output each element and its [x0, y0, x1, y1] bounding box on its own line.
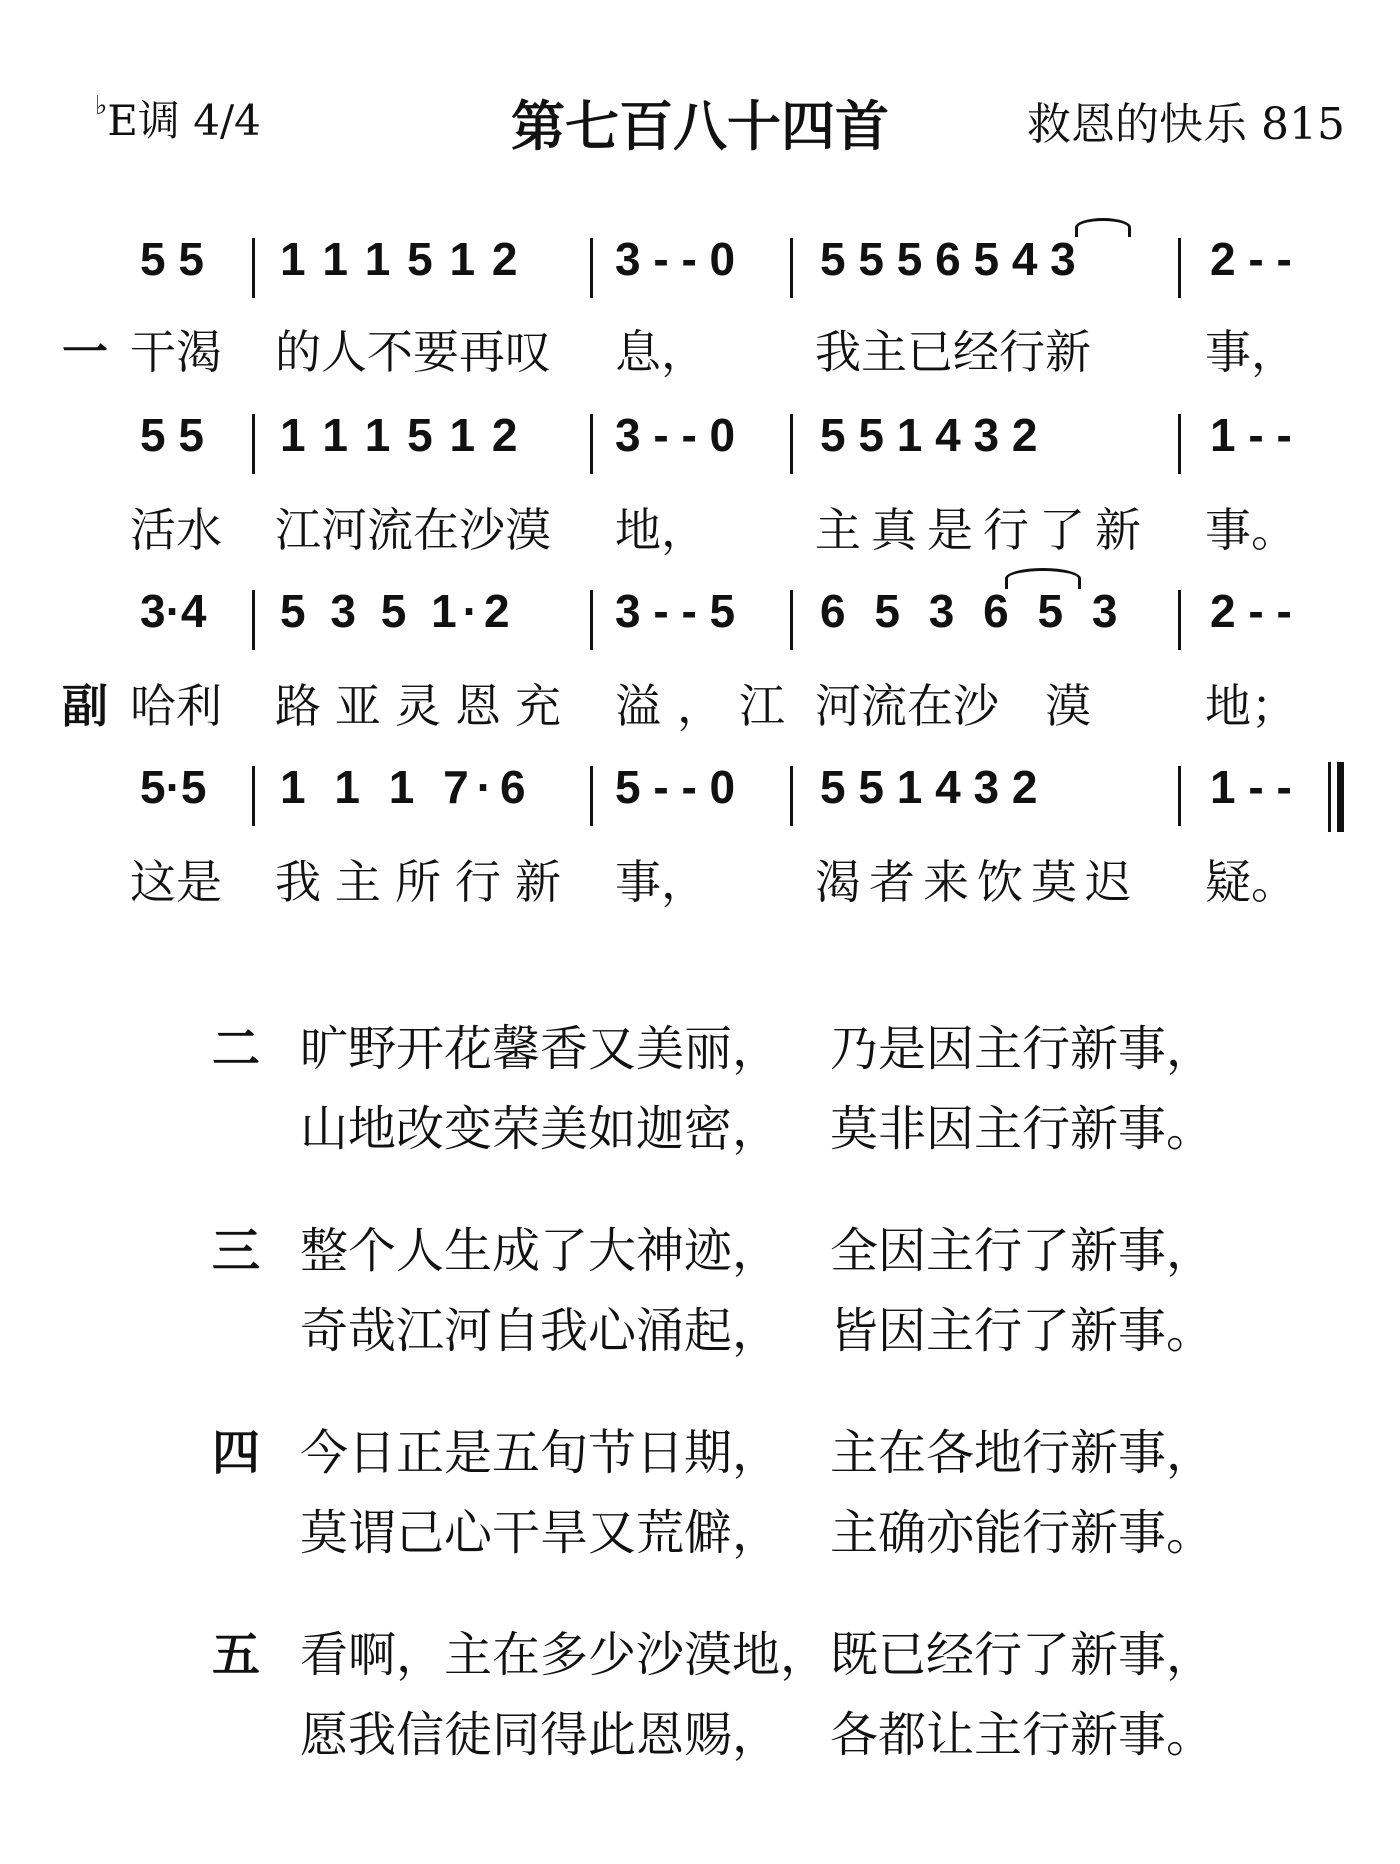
bar-line	[1178, 238, 1181, 298]
bar-line	[1178, 590, 1181, 650]
lyric: 哈利	[130, 679, 222, 733]
lyric: 江河流在沙漠	[275, 503, 551, 557]
measure-2: 3 - - 0	[615, 233, 736, 285]
lyric: 路亚灵恩充	[275, 679, 575, 733]
verse-number: 五	[212, 1627, 261, 1683]
score-line-4	[0, 760, 1400, 830]
measure-4: 1 - -	[1210, 409, 1292, 461]
measure-pickup: 3·4	[140, 585, 207, 637]
hymn-title: 第七百八十四首	[511, 95, 889, 158]
bar-line	[1178, 414, 1181, 474]
verse-number: 三	[212, 1223, 261, 1279]
flat-sign: ♭	[95, 91, 108, 121]
lyric: 事，	[1205, 325, 1297, 379]
lyric: 河流在沙 漠	[815, 679, 1091, 733]
verse-line: 主在各地行新事，	[830, 1425, 1215, 1481]
lyric: 渴者来饮莫迟	[815, 855, 1139, 909]
measure-4: 2 - -	[1210, 585, 1292, 637]
measure-3: 6 5 3 6 5 3	[820, 585, 1126, 637]
verse-line: 旷野开花馨香又美丽，	[300, 1021, 781, 1077]
score-line-3	[0, 584, 1400, 654]
bar-line	[790, 766, 793, 826]
verse-line: 奇哉江河自我心涌起，	[300, 1303, 781, 1359]
measure-1: 1 1 1 5 1 2	[280, 233, 520, 285]
slur	[1005, 568, 1081, 589]
lyric: 疑。	[1205, 855, 1297, 909]
measure-1: 1 1 1 5 1 2	[280, 409, 520, 461]
chorus-label: 副	[62, 679, 108, 733]
bar-line	[790, 238, 793, 298]
verse-line: 既已经行了新事，	[830, 1627, 1215, 1683]
score-line-1	[0, 232, 1400, 302]
lyric-line-3	[0, 670, 1400, 740]
measure-3: 5 5 1 4 3 2	[820, 409, 1038, 461]
verse-line: 看啊，主在多少沙漠地，	[300, 1627, 829, 1683]
bar-line	[252, 590, 255, 650]
lyric: 地；	[1205, 679, 1297, 733]
lyric: 地，	[615, 503, 707, 557]
lyric-line-1	[0, 316, 1400, 386]
hymn-source: 救恩的快乐 815	[1027, 99, 1345, 150]
lyric: 息，	[615, 325, 707, 379]
measure-2: 3 - - 5	[615, 585, 736, 637]
measure-1: 5 3 5 1·2	[280, 585, 516, 637]
verse-line: 山地改变荣美如迦密，	[300, 1101, 781, 1157]
verse-line: 皆因主行了新事。	[830, 1303, 1215, 1359]
lyric: 我主已经行新	[815, 325, 1091, 379]
measure-2: 3 - - 0	[615, 409, 736, 461]
bar-line	[1178, 766, 1181, 826]
lyric: 主真是行了新	[815, 503, 1151, 557]
score-line-2	[0, 408, 1400, 478]
measure-pickup: 5 5	[140, 233, 204, 285]
bar-line	[252, 766, 255, 826]
verse-line: 乃是因主行新事，	[830, 1021, 1215, 1077]
measure-1: 1 1 1 7·6	[280, 761, 534, 813]
verse-line: 愿我信徒同得此恩赐，	[300, 1707, 781, 1763]
verse-number: 二	[212, 1021, 261, 1077]
measure-3: 5 5 5 6 5 4 3	[820, 233, 1076, 285]
measure-4: 2 - -	[1210, 233, 1292, 285]
bar-line	[590, 590, 593, 650]
verse-number: 一	[62, 325, 108, 379]
verse-line: 莫非因主行新事。	[830, 1101, 1215, 1157]
measure-3: 5 5 1 4 3 2	[820, 761, 1038, 813]
lyric: 事，	[615, 855, 707, 909]
bar-line	[790, 414, 793, 474]
bar-line	[252, 238, 255, 298]
lyric: 活水	[130, 503, 222, 557]
verse-number: 四	[212, 1425, 261, 1481]
lyric: 事。	[1205, 503, 1297, 557]
final-bar-thick	[1337, 762, 1344, 832]
slur	[1075, 218, 1131, 237]
bar-line	[590, 766, 593, 826]
lyric-line-2	[0, 494, 1400, 564]
key-text: E调 4/4	[107, 96, 261, 145]
lyric: 我主所行新	[275, 855, 575, 909]
verse-line: 全因主行了新事，	[830, 1223, 1215, 1279]
verse-line: 今日正是五旬节日期，	[300, 1425, 781, 1481]
bar-line	[790, 590, 793, 650]
lyric: 溢，江	[615, 679, 801, 733]
lyric: 干渴	[130, 325, 222, 379]
measure-2: 5 - - 0	[615, 761, 736, 813]
final-bar-thin	[1328, 762, 1331, 832]
measure-pickup: 5 5	[140, 409, 204, 461]
measure-pickup: 5·5	[140, 761, 207, 813]
measure-4: 1 - -	[1210, 761, 1292, 813]
bar-line	[590, 238, 593, 298]
verse-line: 各都让主行新事。	[830, 1707, 1215, 1763]
lyric: 这是	[130, 855, 222, 909]
lyric-line-4	[0, 846, 1400, 916]
verse-line: 莫谓己心干旱又荒僻，	[300, 1505, 781, 1561]
bar-line	[252, 414, 255, 474]
lyric: 的人不要再叹	[275, 325, 551, 379]
bar-line	[590, 414, 593, 474]
verse-line: 整个人生成了大神迹，	[300, 1223, 781, 1279]
verse-line: 主确亦能行新事。	[830, 1505, 1215, 1561]
